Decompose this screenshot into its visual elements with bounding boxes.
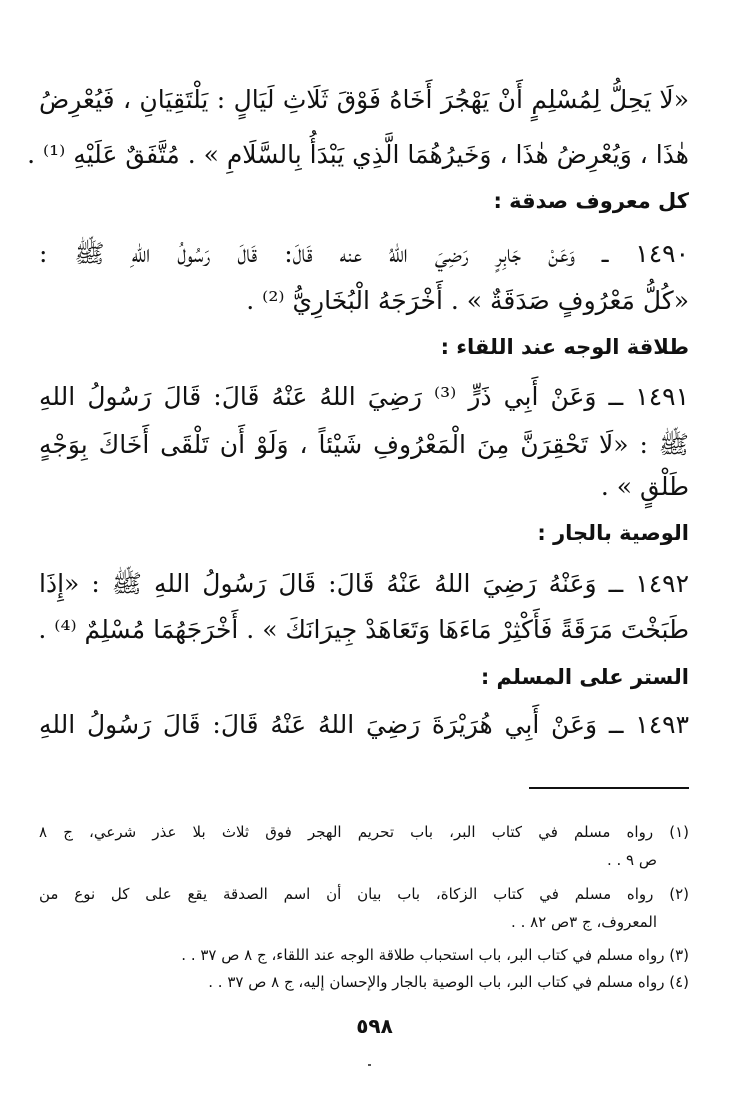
hadith-text-line: طَبَخْتَ مَرَقَةً فَأَكْثِرْ مَاءَهَا وَتَعَاهَدْ جِيرَانَكَ » . أَخْرَجَهُمَا مُسْلِمٌ ⁽⁴⁾ . <box>38 615 689 644</box>
section-heading: طلاقة الوجه عند اللقاء : <box>440 335 689 359</box>
section-heading: كل معروف صدقة : <box>493 189 689 213</box>
section-heading: الستر على المسلم : <box>480 665 689 689</box>
section-heading: الوصية بالجار : <box>537 521 689 545</box>
hadith-text-line: طَلْقٍ » . <box>600 472 689 501</box>
page-number: ٥٩٨ <box>356 1014 393 1038</box>
hadith-1493-line: ١٤٩٣ ــ وَعَنْ أَبِي هُرَيْرَةَ رَضِيَ اللهُ عَنْهُ قَالَ: قَالَ رَسُولُ اللهِ <box>39 710 689 739</box>
hadith-1492-line: ١٤٩٢ ــ وَعَنْهُ رَضِيَ اللهُ عَنْهُ قَالَ: قَالَ رَسُولُ اللهِ ﷺ : «إِذَا <box>39 569 689 598</box>
footnote-1: (١) رواه مسلم في كتاب البر، باب تحريم الهجر فوق ثلاث بلا عذر شرعي، ج ٨ <box>39 823 689 841</box>
hadith-1491-line: ١٤٩١ ــ وَعَنْ أَبِي ذَرٍّ ⁽³⁾ رَضِيَ اللهُ عَنْهُ قَالَ: قَالَ رَسُولُ اللهِ <box>39 382 689 411</box>
hadith-text-line: هٰذَا ، وَيُعْرِضُ هٰذَا ، وَخَيرُهُمَا الَّذِي يَبْدَأُ بِالسَّلَامِ » . مُتَّفَقٌ عَلَيْهِ ⁽¹⁾ . <box>27 140 689 169</box>
hadith-1490-line: ١٤٩٠ ــ وَعَنْ جَابِرٍ رَضِيَ اللهُ عنه قَالَ: قَالَ رَسُولُ اللهِ ﷺ : <box>39 239 689 268</box>
hadith-text-line: «كُلُّ مَعْرُوفٍ صَدَقَةٌ » . أَخْرَجَهُ الْبُخَارِيُّ ⁽²⁾ . <box>246 286 689 315</box>
footnote-2: (٢) رواه مسلم في كتاب الزكاة، باب بيان أن اسم الصدقة يقع على كل نوع من <box>39 885 689 903</box>
hadith-text-line: «لَا يَحِلُّ لِمُسْلِمٍ أَنْ يَهْجُرَ أَخَاهُ فَوْقَ ثَلَاثِ لَيَالٍ : يَلْتَقِيَانِ ، فَيُعْرِضُ <box>39 85 689 114</box>
footnote-separator <box>529 787 689 789</box>
footnote-1-continuation: ص ٩ . . <box>606 851 657 869</box>
footnote-4: (٤) رواه مسلم في كتاب البر، باب الوصية بالجار والإحسان إليه، ج ٨ ص ٣٧ . . <box>208 973 689 991</box>
scan-speck <box>368 1064 371 1066</box>
hadith-text-line: ﷺ : «لَا تَحْقِرَنَّ مِنَ الْمَعْرُوفِ شَيْئاً ، وَلَوْ أَن تَلْقَى أَخَاكَ بِوَجْهٍ <box>39 430 689 459</box>
footnote-2-continuation: المعروف، ج ٣ص ٨٢ . . <box>511 913 657 931</box>
footnote-3: (٣) رواه مسلم في كتاب البر، باب استحباب طلاقة الوجه عند اللقاء، ج ٨ ص ٣٧ . . <box>181 946 689 964</box>
